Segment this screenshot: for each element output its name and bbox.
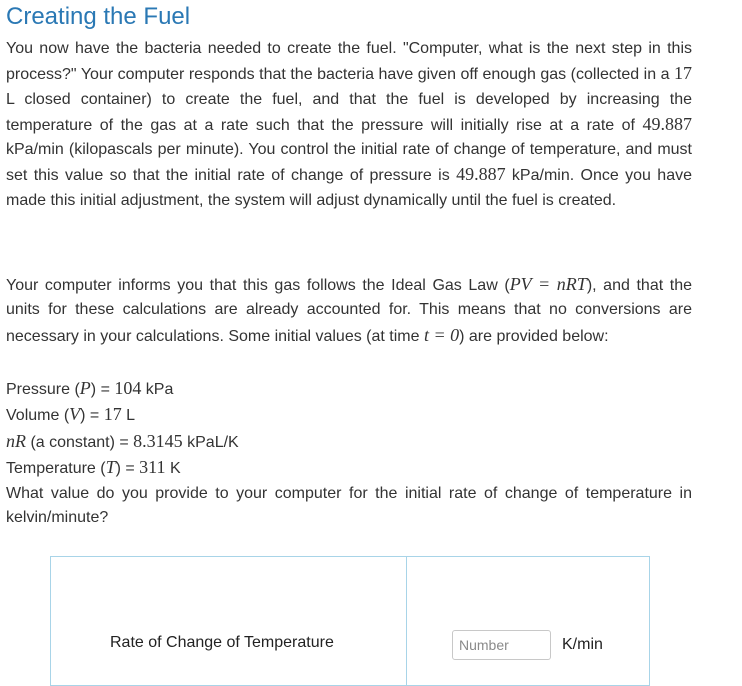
volume-line	[6, 402, 692, 428]
volume-label: Volume (	[6, 407, 70, 425]
pressure-label: Pressure (	[6, 381, 80, 398]
question-text: What value do you provide to your computer for the initial rate of change of temperature in kelvin/minute?	[6, 485, 692, 527]
intro-text-3: kPa/min (kilopascals per minute). You control the initial rate of change of temperature, and must set this value so that the initial rate of change of pressure is	[6, 141, 692, 185]
pressure-equals: ) =	[90, 381, 115, 398]
pressure-line	[6, 376, 692, 402]
gas-law-text-2: ), and that the units for these calculations are already accounted for. This means that no conversions are necessary in your calculations. Some initial values (at time	[6, 277, 692, 345]
pressure-unit: kPa	[141, 381, 174, 398]
volume-value: 17	[103, 404, 122, 425]
gas-law-text-3: ) are provided below:	[459, 327, 609, 345]
volume-equals: ) =	[80, 407, 104, 425]
temperature-line	[6, 455, 692, 481]
container-volume-value: 17	[674, 63, 692, 84]
rate-of-change-input[interactable]	[452, 630, 551, 660]
page-title: Creating the Fuel	[6, 3, 191, 30]
ideal-gas-law-equation: PV = nRT	[509, 274, 587, 294]
time-equation: t = 0	[423, 324, 460, 345]
table-divider	[406, 557, 407, 685]
answer-table	[50, 556, 650, 686]
pressure-symbol: P	[79, 378, 91, 398]
temperature-unit: K	[165, 459, 181, 477]
temperature-label: Temperature (	[6, 459, 106, 477]
nr-line	[6, 429, 692, 455]
intro-text-4: kPa/min. Once you have made this initial adjustment, the system will adjust dynamically until the fuel is created.	[6, 167, 692, 209]
volume-symbol: V	[69, 404, 81, 425]
pressure-rate-target-value: 49.887	[456, 164, 506, 185]
intro-paragraph	[6, 37, 692, 213]
volume-unit: L	[121, 407, 136, 425]
gas-law-paragraph	[6, 272, 692, 349]
nr-label: (a constant) =	[26, 433, 134, 451]
initial-values-list	[6, 376, 692, 481]
temperature-value: 311	[139, 456, 166, 477]
intro-text-2: L closed container) to create the fuel, and that the fuel is developed by increasing the temperature of the gas at a rate such that the pressure will initially rise at a rate of	[6, 90, 692, 134]
temperature-symbol: T	[105, 456, 116, 477]
pressure-rate-value: 49.887	[642, 113, 692, 134]
nr-value: 8.3145	[133, 430, 183, 451]
intro-text-1: You now have the bacteria needed to create the fuel. "Computer, what is the next step in this process?" Your computer responds that the bacteria have given off enough gas (collected in a	[6, 40, 692, 84]
temperature-equals: ) =	[115, 459, 140, 477]
answer-unit: K/min	[562, 636, 603, 653]
nr-unit: kPaL/K	[182, 433, 239, 451]
gas-law-text-1: Your computer informs you that this gas follows the Ideal Gas Law (	[6, 277, 510, 294]
answer-label: Rate of Change of Temperature	[110, 634, 334, 651]
pressure-value: 104	[114, 378, 142, 398]
nr-symbol: nR	[6, 430, 26, 451]
